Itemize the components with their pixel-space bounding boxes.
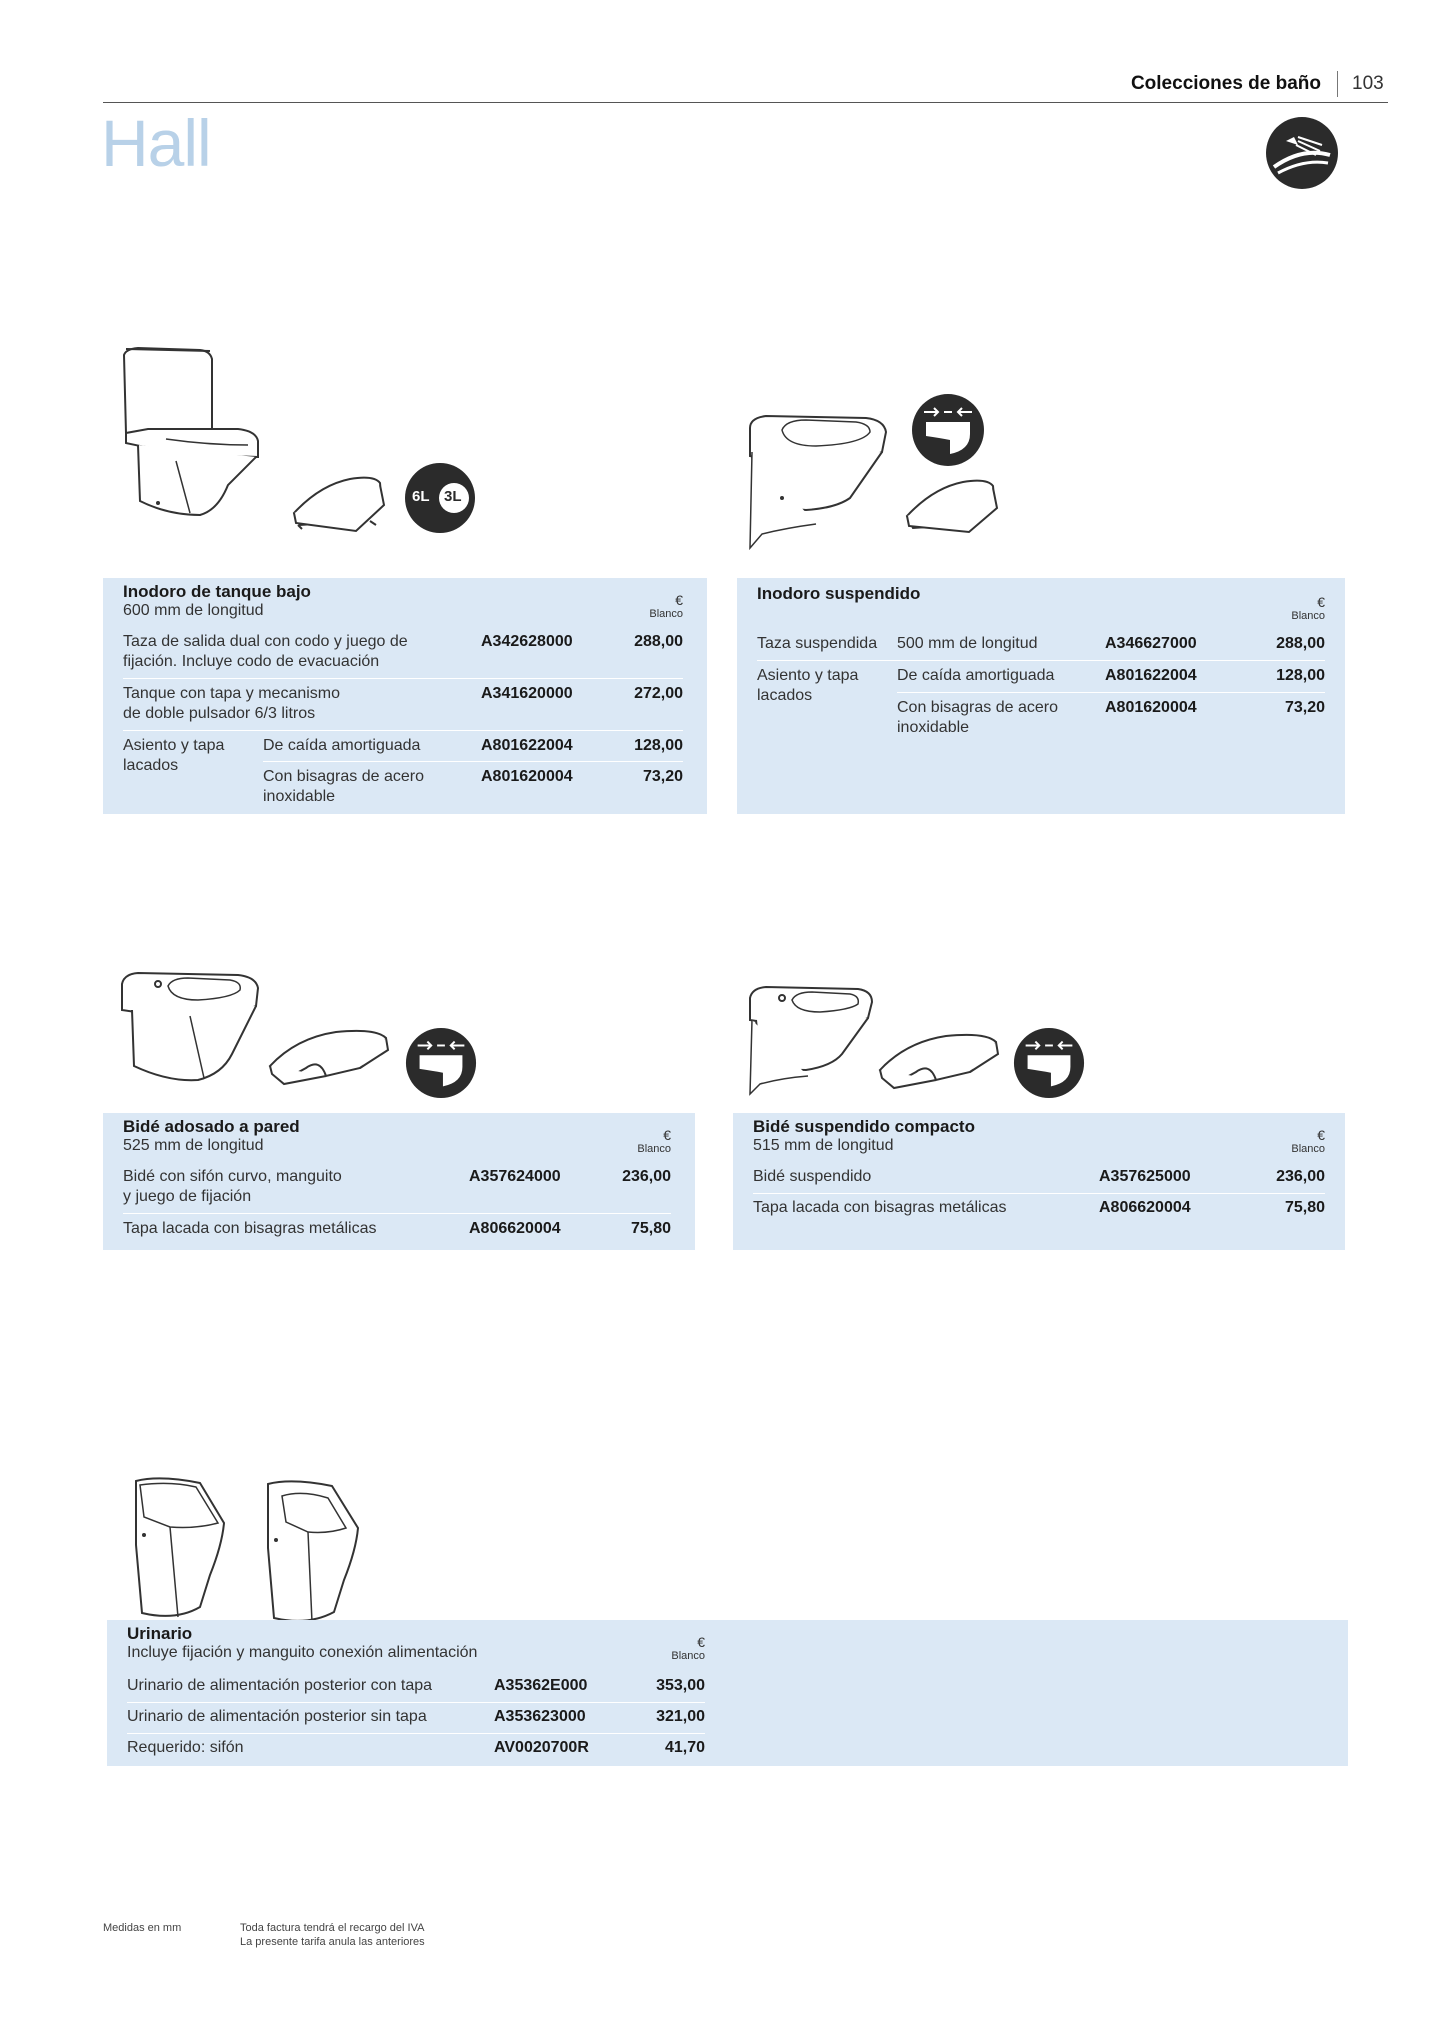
finish-label: Blanco	[649, 608, 683, 620]
finish-label: Blanco	[637, 1143, 671, 1155]
product-subtitle: 600 mm de longitud	[123, 602, 264, 619]
product-title: Urinario	[127, 1624, 193, 1643]
row-desc: 500 mm de longitud	[897, 635, 1038, 652]
toilet-seat-illustration	[903, 478, 1003, 534]
product-title: Bidé adosado a pared	[123, 1117, 300, 1136]
toilet-seat-illustration	[290, 475, 390, 535]
row-desc: Con bisagras de acero inoxidable	[263, 768, 424, 805]
product-code: A341620000	[481, 685, 573, 702]
product-price: 73,20	[1284, 699, 1325, 716]
currency-label: €	[675, 592, 683, 608]
wall-hung-bidet-illustration	[746, 984, 876, 1096]
product-price: 272,00	[634, 685, 683, 702]
currency-label: €	[1317, 594, 1325, 610]
product-code: A342628000	[481, 633, 573, 650]
footer-units: Medidas en mm	[103, 1922, 182, 1934]
row-desc: Taza de salida dual con codo y juego de fijación. Incluye codo de evacuación	[123, 633, 408, 670]
product-box-inodoro-suspendido	[737, 578, 1345, 814]
row-group: Taza suspendida	[757, 635, 878, 652]
product-code: A346627000	[1105, 635, 1197, 652]
footer-notes	[240, 1921, 425, 1949]
finish-label: Blanco	[1291, 1143, 1325, 1155]
back-to-wall-bidet-illustration	[118, 970, 268, 1090]
product-price: 288,00	[634, 633, 683, 650]
cleaning-spray-icon	[1264, 115, 1340, 196]
wall-hung-compact-icon	[910, 392, 986, 473]
row-desc: Urinario de alimentación posterior sin tapa	[127, 1708, 427, 1725]
row-desc: Requerido: sifón	[127, 1739, 244, 1756]
product-title: Inodoro de tanque bajo	[123, 582, 311, 601]
product-price: 128,00	[634, 737, 683, 754]
row-desc: Urinario de alimentación posterior con tapa	[127, 1677, 433, 1694]
product-code: A801620004	[481, 768, 573, 785]
urinal-without-lid-illustration	[262, 1478, 366, 1628]
product-code: A806620004	[469, 1220, 561, 1237]
row-separator	[127, 1702, 705, 1703]
currency-label: €	[663, 1127, 671, 1143]
bidet-lid-illustration	[876, 1032, 1006, 1092]
product-subtitle: 515 mm de longitud	[753, 1137, 894, 1154]
product-title: Inodoro suspendido	[757, 584, 921, 603]
product-price: 73,20	[642, 768, 683, 785]
urinal-with-lid-illustration	[130, 1475, 230, 1625]
product-price: 236,00	[622, 1168, 671, 1185]
product-box-inodoro-tanque	[103, 578, 707, 814]
product-box-urinario	[107, 1620, 1348, 1766]
product-price: 75,80	[630, 1220, 671, 1237]
product-price: 75,80	[1284, 1199, 1325, 1216]
row-separator	[123, 1213, 671, 1214]
product-price: 128,00	[1276, 667, 1325, 684]
finish-label: Blanco	[671, 1650, 705, 1662]
product-code: A801620004	[1105, 699, 1197, 716]
product-code: A806620004	[1099, 1199, 1191, 1216]
bidet-lid-illustration	[266, 1028, 396, 1090]
product-code: AV0020700R	[494, 1739, 589, 1756]
product-box-bide-suspendido	[733, 1113, 1345, 1250]
page-number: 103	[1352, 73, 1384, 94]
row-desc: Bidé con sifón curvo, manguito y juego de fijación	[123, 1168, 342, 1205]
row-desc: De caída amortiguada	[263, 737, 421, 754]
row-group: Asiento y tapa lacados	[757, 667, 859, 704]
row-desc: Tanque con tapa y mecanismo de doble pulsador 6/3 litros	[123, 685, 341, 722]
product-price: 41,70	[664, 1739, 705, 1756]
row-desc: Con bisagras de acero inoxidable	[897, 699, 1058, 736]
row-separator	[753, 1193, 1325, 1194]
dual-flush-3l-label: 3L	[444, 488, 462, 505]
close-coupled-toilet-illustration	[118, 345, 268, 540]
row-desc: Tapa lacada con bisagras metálicas	[753, 1199, 1007, 1216]
row-separator	[757, 660, 1325, 661]
wall-hung-toilet-illustration	[746, 412, 896, 552]
row-desc: Bidé suspendido	[753, 1168, 872, 1185]
section-title: Colecciones de baño	[1131, 71, 1338, 97]
row-desc: Tapa lacada con bisagras metálicas	[123, 1220, 377, 1237]
wall-hung-compact-icon	[1012, 1026, 1086, 1105]
collection-title: Hall	[101, 106, 211, 180]
row-group: Asiento y tapa lacados	[123, 737, 225, 774]
footer-note-vat: Toda factura tendrá el recargo del IVA	[240, 1922, 425, 1934]
product-code: A35362E000	[494, 1677, 588, 1694]
row-separator	[123, 678, 683, 679]
product-subtitle: Incluye fijación y manguito conexión alimentación	[127, 1644, 478, 1661]
product-subtitle: 525 mm de longitud	[123, 1137, 264, 1154]
product-price: 236,00	[1276, 1168, 1325, 1185]
header-rule	[103, 102, 1388, 103]
product-code: A801622004	[481, 737, 573, 754]
row-separator	[263, 761, 683, 762]
dual-flush-icon	[404, 462, 476, 539]
product-code: A801622004	[1105, 667, 1197, 684]
row-desc: De caída amortiguada	[897, 667, 1055, 684]
row-separator	[123, 730, 683, 731]
finish-label: Blanco	[1291, 610, 1325, 622]
product-price: 288,00	[1276, 635, 1325, 652]
footer-note-tariff: La presente tarifa anula las anteriores	[240, 1936, 425, 1948]
product-title: Bidé suspendido compacto	[753, 1117, 975, 1136]
product-price: 353,00	[656, 1677, 705, 1694]
product-price: 321,00	[656, 1708, 705, 1725]
currency-label: €	[1317, 1127, 1325, 1143]
row-separator	[127, 1733, 705, 1734]
product-code: A357624000	[469, 1168, 561, 1185]
product-box-bide-pared	[103, 1113, 695, 1250]
product-code: A353623000	[494, 1708, 586, 1725]
dual-flush-6l-label: 6L	[412, 488, 430, 505]
currency-label: €	[697, 1634, 705, 1650]
product-code: A357625000	[1099, 1168, 1191, 1185]
row-separator	[897, 692, 1325, 693]
wall-hung-compact-icon	[404, 1026, 478, 1105]
